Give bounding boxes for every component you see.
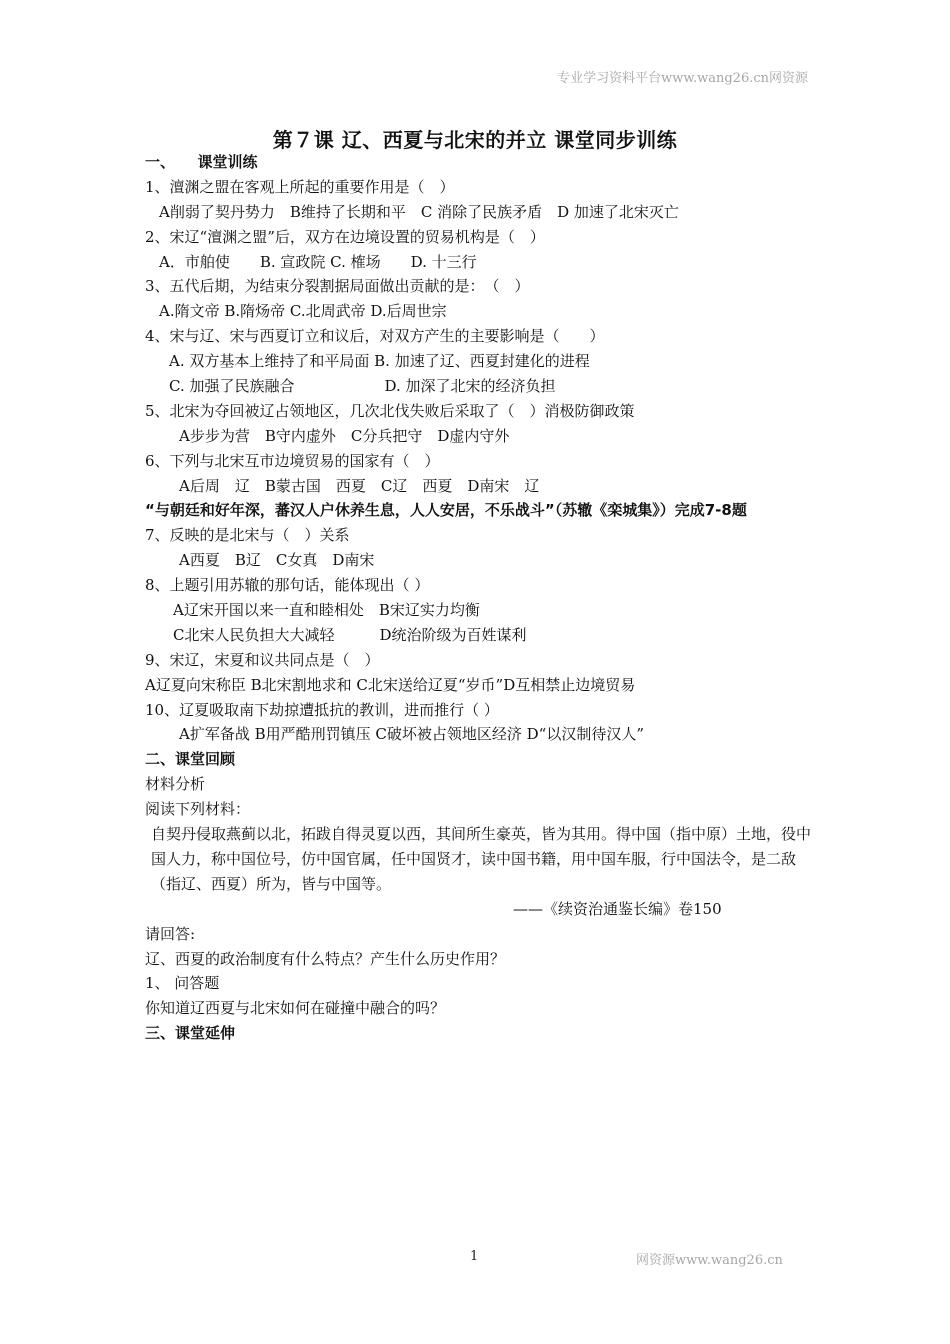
question-3: 3、五代后期，为结束分裂割据局面做出贡献的是： （ ）: [145, 277, 530, 296]
page-title: 第７课 辽、西夏与北宋的并立 课堂同步训练: [272, 128, 678, 152]
question-9: 9、宋辽，宋夏和议共同点是（ ）: [145, 650, 380, 669]
worksheet-body: [145, 150, 815, 1046]
question-1-options: A削弱了契丹势力 B维持了长期和平 C 消除了民族矛盾 D 加速了北宋灭亡: [159, 202, 679, 221]
material-analysis-label: 材料分析: [145, 775, 206, 794]
question-10-options: A扩军备战 B用严酷刑罚镇压 C破坏被占领地区经济 D“以汉制待汉人”: [179, 725, 645, 744]
page-header-watermark: 专业学习资料平台www.wang26.cn网资源: [557, 71, 808, 86]
section-heading: 二、课堂回顾: [145, 750, 236, 769]
question-5: 5、北宋为夺回被辽占领地区，几次北伐失败后采取了（ ）消极防御政策: [145, 401, 635, 420]
question-8-options-row1: A辽宋开国以来一直和睦相处 B宋辽实力均衡: [173, 601, 480, 620]
question-6: 6、下列与北宋互市边境贸易的国家有（ ）: [145, 451, 440, 470]
question-10: 10、辽夏吸取南下劫掠遭抵抗的教训，进而推行（ ）: [145, 700, 499, 719]
answer-prompt: 请回答:: [145, 924, 196, 943]
question-2: 2、宋辽“澶渊之盟”后，双方在边境设置的贸易机构是（ ）: [145, 227, 545, 246]
qa-label: 1、 问答题: [145, 974, 220, 993]
question-3-options: A.隋文帝 B.隋炀帝 C.北周武帝 D.后周世宗: [159, 302, 447, 321]
question-8-options-row2: C北宋人民负担大大减轻 D统治阶级为百姓谋利: [173, 625, 527, 644]
section-heading: 一、 课堂训练: [145, 153, 258, 171]
question-2-options: A．市舶使 B. 宣政院 C. 榷场 D. 十三行: [159, 252, 477, 271]
question-5-options: A步步为营 B守内虚外 C分兵把守 D虚内守外: [179, 426, 510, 445]
question-9-options: A辽夏向宋称臣 B北宋割地求和 C北宋送给辽夏“岁币”D互相禁止边境贸易: [145, 675, 636, 694]
page-footer-watermark: 网资源www.wang26.cn: [636, 1253, 783, 1268]
question-4-options-row2: C. 加强了民族融合 D. 加深了北宋的经济负担: [169, 377, 556, 396]
question-1: 1、澶渊之盟在客观上所起的重要作用是（ ）: [145, 177, 455, 196]
review-question: 辽、西夏的政治制度有什么特点？产生什么历史作用？: [145, 949, 506, 968]
page-number: 1: [470, 1249, 479, 1264]
material-passage: 自契丹侵取燕蓟以北，拓跋自得灵夏以西，其间所生豪英，皆为其用。得中国（指中原）土地，役中国人力，称中国位号，仿中国官属，任中国贤才，读中国书籍，用中国车服，行中国法令，是二敌（指辽、西夏）所为，皆与中国等。: [151, 825, 812, 893]
question-4-options-row1: A. 双方基本上维持了和平局面 B. 加速了辽、西夏封建化的进程: [169, 352, 590, 371]
question-6-options: A后周 辽 B蒙古国 西夏 C辽 西夏 D南宋 辽: [179, 476, 540, 495]
section-heading: 三、课堂延伸: [145, 1024, 236, 1043]
question-4: 4、宋与辽、宋与西夏订立和议后，对双方产生的主要影响是（ ）: [145, 327, 605, 346]
question-7: 7、反映的是北宋与（ ）关系: [145, 526, 350, 545]
qa-question: 你知道辽西夏与北宋如何在碰撞中融合的吗？: [145, 999, 446, 1018]
material-source: ——《续资治通鉴长编》卷150: [513, 899, 722, 918]
read-material-label: 阅读下列材料：: [145, 800, 251, 819]
question-8: 8、上题引用苏辙的那句话，能体现出（ ）: [145, 576, 430, 595]
question-7-options: A西夏 B辽 C女真 D南宋: [179, 551, 375, 570]
quote-prompt: “与朝廷和好年深，蕃汉人户休养生息，人人安居，不乐战斗”（苏辙《栾城集》）完成7-8题: [145, 501, 747, 520]
